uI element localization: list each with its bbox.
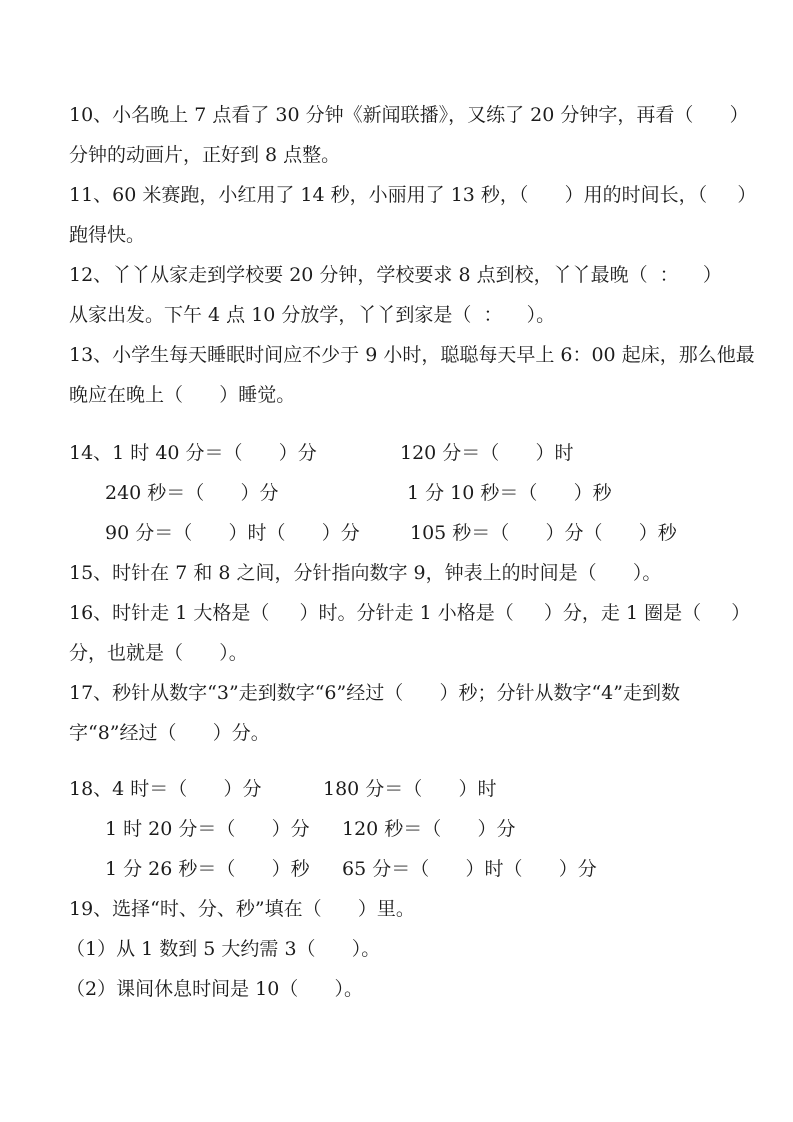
question-14-row-3-col-2: 105 秒＝（ ）分（ ）秒 xyxy=(410,522,677,544)
question-12-line-2: 从家出发。下午 4 点 10 分放学，丫丫到家是（ ： ）。 xyxy=(69,304,556,326)
question-19-sub-1: （1）从 1 数到 5 大约需 3（ ）。 xyxy=(66,938,381,960)
question-18-row-1-col-2: 180 分＝（ ）时 xyxy=(323,778,497,800)
question-14-row-1-col-2: 120 分＝（ ）时 xyxy=(400,442,574,464)
question-18-row-3-col-2: 65 分＝（ ）时（ ）分 xyxy=(342,858,597,880)
question-14-row-2-col-1: 240 秒＝（ ）分 xyxy=(105,482,279,504)
question-13-line-1: 13、小学生每天睡眠时间应不少于 9 小时，聪聪每天早上 6：00 起床，那么他最 xyxy=(69,344,755,366)
question-17-line-2: 字“8”经过（ ）分。 xyxy=(69,722,270,744)
question-18-row-2-col-2: 120 秒＝（ ）分 xyxy=(342,818,516,840)
question-14-row-1 xyxy=(69,433,763,473)
question-18-row-2 xyxy=(69,809,763,849)
question-18-row-1 xyxy=(69,769,763,809)
question-14-row-3 xyxy=(69,513,763,553)
question-19-line-1: 19、选择“时、分、秒”填在（ ）里。 xyxy=(69,898,415,920)
question-14-row-2 xyxy=(69,473,763,513)
question-14-row-1-col-1: 14、1 时 40 分＝（ ）分 xyxy=(69,442,317,464)
question-10-line-1: 10、小名晚上 7 点看了 30 分钟《新闻联播》，又练了 20 分钟字，再看（ ） xyxy=(69,104,749,126)
question-16-line-1: 16、时针走 1 大格是（ ）时。分针走 1 小格是（ ）分，走 1 圈是（ ） xyxy=(69,602,751,624)
question-10-line-2: 分钟的动画片，正好到 8 点整。 xyxy=(69,144,341,166)
question-18-row-1-col-1: 18、4 时＝（ ）分 xyxy=(69,778,262,800)
question-18-row-3 xyxy=(69,849,763,889)
question-15-line-1: 15、时针在 7 和 8 之间，分针指向数字 9，钟表上的时间是（ ）。 xyxy=(69,562,662,584)
question-18-row-2-col-1: 1 时 20 分＝（ ）分 xyxy=(105,818,310,840)
question-17-line-1: 17、秒针从数字“3”走到数字“6”经过（ ）秒；分针从数字“4”走到数 xyxy=(69,682,680,704)
question-16-line-2: 分，也就是（ ）。 xyxy=(69,642,248,664)
question-14-row-3-col-1: 90 分＝（ ）时（ ）分 xyxy=(105,522,360,544)
question-13-line-2: 晚应在晚上（ ）睡觉。 xyxy=(69,384,296,406)
question-14-row-2-col-2: 1 分 10 秒＝（ ）秒 xyxy=(407,482,612,504)
question-12-line-1: 12、丫丫从家走到学校要 20 分钟，学校要求 8 点到校，丫丫最晚（ ： ） xyxy=(69,264,722,286)
question-18-row-3-col-1: 1 分 26 秒＝（ ）秒 xyxy=(105,858,310,880)
question-11-line-1: 11、60 米赛跑，小红用了 14 秒，小丽用了 13 秒，（ ）用的时间长，（ ） xyxy=(69,184,757,206)
question-11-line-2: 跑得快。 xyxy=(69,224,146,246)
question-19-sub-2: （2）课间休息时间是 10（ ）。 xyxy=(66,978,364,1000)
